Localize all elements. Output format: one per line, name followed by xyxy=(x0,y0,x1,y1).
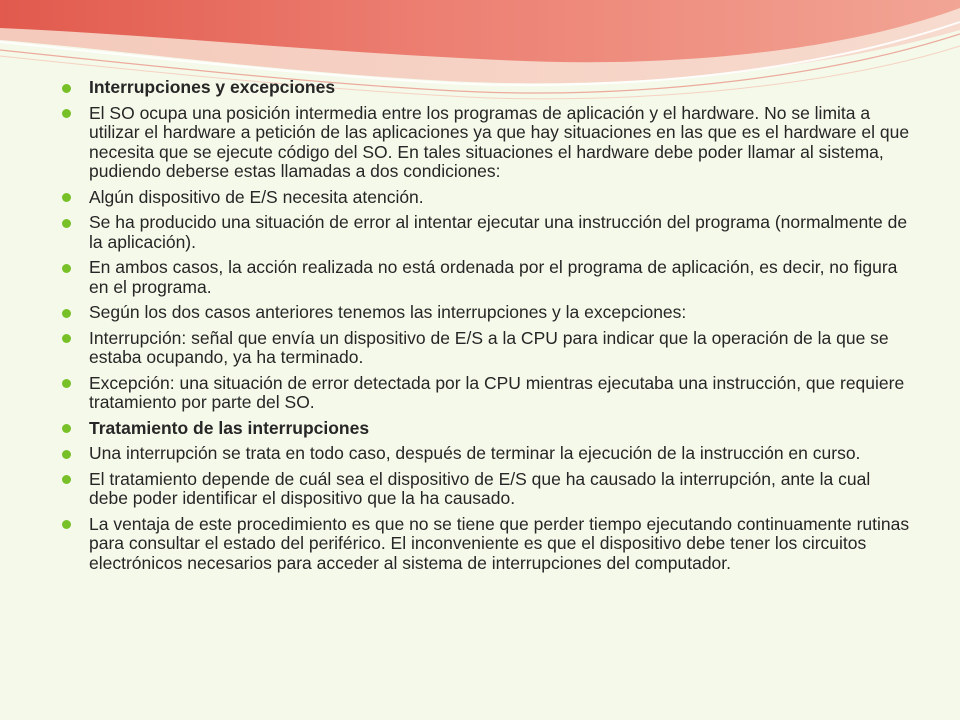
bullet-item xyxy=(62,419,912,439)
bullet-item xyxy=(62,374,912,413)
bullet-list xyxy=(62,78,912,579)
bullet-item xyxy=(62,303,912,323)
bullet-dot-icon xyxy=(62,264,71,273)
bullet-item xyxy=(62,188,912,208)
bullet-dot-icon xyxy=(62,193,71,202)
bullet-dot-icon xyxy=(62,379,71,388)
bullet-text: Una interrupción se trata en todo caso, después de terminar la ejecución de la instrucción en curso. xyxy=(89,443,861,463)
bullet-text: Se ha producido una situación de error al intentar ejecutar una instrucción del programa (normalmente de la aplicación). xyxy=(89,212,908,252)
bullet-dot-icon xyxy=(62,84,71,93)
bullet-text: Interrupción: señal que envía un dispositivo de E/S a la CPU para indicar que la operación de la que se estaba ocupando, ya ha terminado. xyxy=(89,327,889,367)
bullet-text: El SO ocupa una posición intermedia entre los programas de aplicación y el hardware. No se limita a utilizar el hardware a petición de las aplicaciones ya que hay situaciones en las que es el hardware el que necesita que se ejecute código del SO. En tales situaciones el hardware debe poder llamar al sistema, pudiendo deberse estas llamadas a dos condiciones: xyxy=(89,102,910,181)
bullet-text: El tratamiento depende de cuál sea el dispositivo de E/S que ha causado la interrupción, ante la cual debe poder identificar el dispositivo que la ha causado. xyxy=(89,468,871,508)
bullet-item xyxy=(62,329,912,368)
bullet-dot-icon xyxy=(62,309,71,318)
bullet-text: La ventaja de este procedimiento es que no se tiene que perder tiempo ejecutando continuamente rutinas para consultar el estado del periférico. El inconveniente es que el dispositivo debe tener los circuitos electrónicos necesarios para acceder al sistema de interrupciones del computador. xyxy=(89,513,910,573)
bullet-item xyxy=(62,258,912,297)
section-heading: Tratamiento de las interrupciones xyxy=(89,417,370,438)
bullet-item xyxy=(62,104,912,182)
bullet-item xyxy=(62,515,912,574)
bullet-item xyxy=(62,444,912,464)
bullet-text: Según los dos casos anteriores tenemos las interrupciones y la excepciones: xyxy=(89,302,687,322)
bullet-dot-icon xyxy=(62,450,71,459)
bullet-dot-icon xyxy=(62,334,71,343)
section-heading: Interrupciones y excepciones xyxy=(89,77,336,97)
bullet-item xyxy=(62,78,912,98)
bullet-dot-icon xyxy=(62,520,71,529)
bullet-dot-icon xyxy=(62,424,71,433)
bullet-dot-icon xyxy=(62,475,71,484)
bullet-dot-icon xyxy=(62,109,71,118)
bullet-dot-icon xyxy=(62,219,71,228)
bullet-text: En ambos casos, la acción realizada no está ordenada por el programa de aplicación, es decir, no figura en el programa. xyxy=(89,257,898,297)
bullet-item xyxy=(62,470,912,509)
bullet-item xyxy=(62,213,912,252)
bullet-text: Excepción: una situación de error detectada por la CPU mientras ejecutaba una instrucción, que requiere tratamiento por parte del SO. xyxy=(89,372,905,412)
bullet-text: Algún dispositivo de E/S necesita atención. xyxy=(89,186,424,207)
